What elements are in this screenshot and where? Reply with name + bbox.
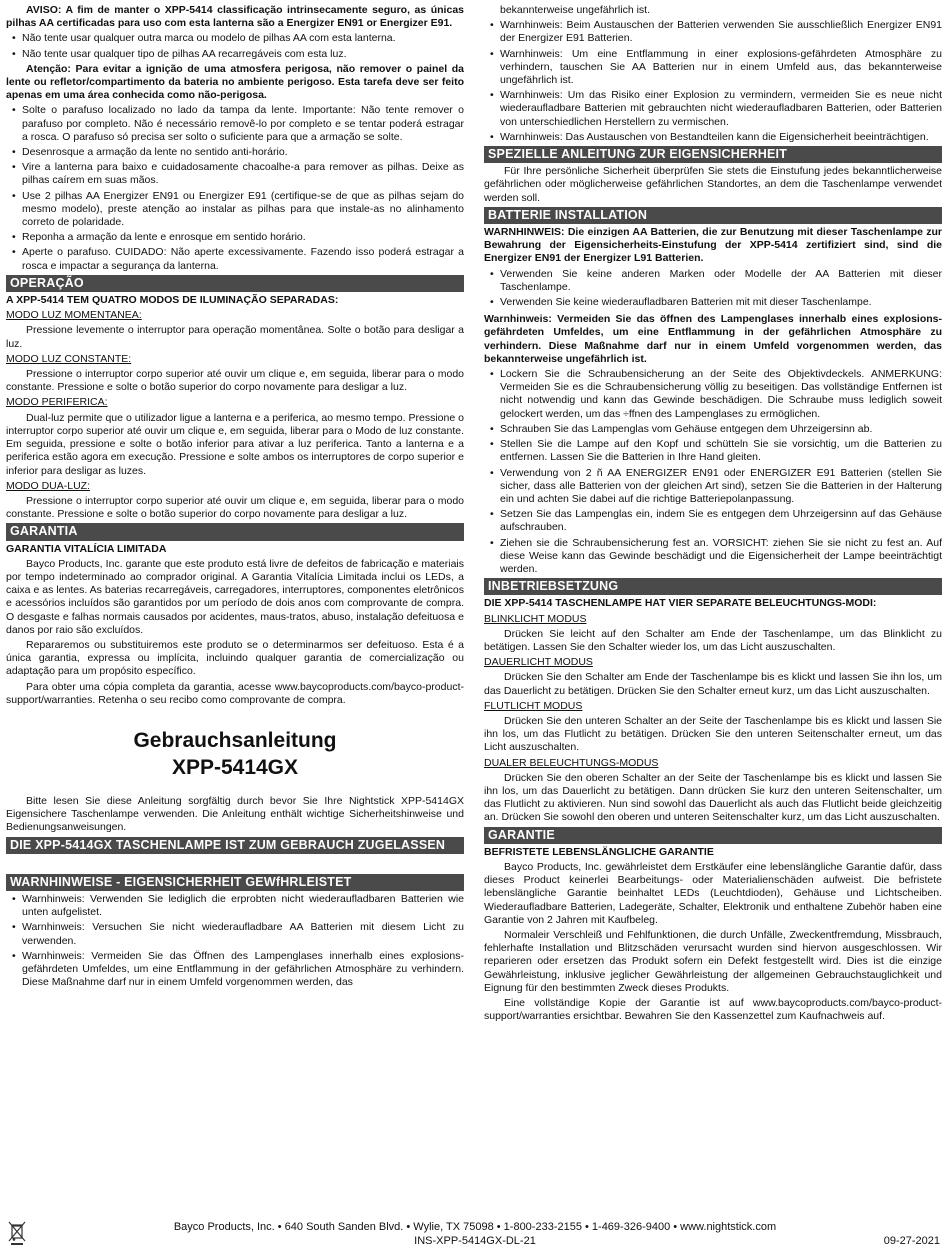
operacao-subtitle: A XPP-5414 TEM QUATRO MODOS DE ILUMINAÇÃO SEPARADAS: [6, 294, 339, 307]
list-item: • Aperte o parafuso. CUIDADO: Não aperte excessivamente. Fazendo isso poderá estragar a rosca e impactar a segurança da lanterna. [6, 246, 464, 272]
mode-text: Drücken Sie den Schalter am Ende der Taschenlampe bis es klickt und lassen Sie ihn los, um das Dauerlicht zu betätigen. Drücken Sie den Schalter erneut kurz, um das Licht auszuschalten. [484, 671, 942, 697]
garantia-paragraph: Bayco Products, Inc. garante que este produto está livre de defeitos de fabricação e materiais por tempo indeterminado ao comprador original. A Garantia Vitalícia Limitada inclui os LEDs, a caixa e as lentes. As baterias recarregáveis, carregadores, interruptores, componentes eletrônicos e acessórios incluídos são garantidos por um período de dois anos com comprovante de compra. O desgaste e falhas normais causados por acidentes, maus-tratos, abuso, instalação defeituosa e danos por raio são excluídos. [6, 557, 464, 636]
section-header-zugelassen: DIE XPP-5414GX TASCHENLAMPE IST ZUM GEBRAUCH ZUGELASSEN [6, 837, 464, 854]
mode-label: BLINKLICHT MODUS [484, 612, 587, 625]
section-header-garantia: GARANTIA [6, 523, 464, 540]
mode-text: Drücken Sie den oberen Schalter an der Seite der Taschenlampe bis es klickt und lassen Sie ihn los, um das Dauerlicht zu betätigen. Dann drücken Sie kurz den unteren Seitenschalter, um das Flutlicht zu aktivieren. Nun sind sowohl das Dauerlicht als auch das Flutlicht beide gleichzeitig an. Drücken Sie sowohl den oberen und unteren Seitenschalter kurz, um das Licht auszuschalten. [484, 771, 942, 824]
section-header-garantie: GARANTIE [484, 827, 942, 844]
garantie-subtitle: BEFRISTETE LEBENSLÄNGLICHE GARANTIE [484, 845, 714, 858]
right-column [484, 4, 942, 1025]
list-item: • Verwendung von 2 ñ AA ENERGIZER EN91 oder ENERGIZER E91 Batterien (stellen Sie sicher, dass alle Batterien von der gleichen Art sind), setzen Sie die Batterien in der Halterung ein und achten Sie dabei auf die richtige Batteriepolanpassung. [484, 467, 942, 507]
continued-text: bekannterweise ungefährlich ist. [500, 4, 651, 16]
mode-label: MODO PERIFERICA: [6, 396, 108, 409]
list-item: • Use 2 pilhas AA Energizer EN91 ou Energizer E91 (certifique-se de que as pilhas sejam do mesmo modelo), preste atenção ao instalar as pilhas para que instale-as no alinhamento correto de polaridade. [6, 190, 464, 230]
footer-date: 09-27-2021 [883, 1235, 940, 1247]
section-header-inbetriebsetzung: INBETRIEBSETZUNG [484, 578, 942, 595]
spezielle-paragraph: Für Ihre persönliche Sicherheit überprüfen Sie stets die Einstufung jedes bekanntlicherweise gefährlichen oder möglicherweise gefährlichen Standortes, an dem die Taschenlampe verwendet werden soll. [484, 165, 942, 204]
mode-label: FLUTLICHT MODUS [484, 699, 583, 712]
list-item: • Solte o parafuso localizado no lado da tampa da lente. Importante: Não tente remover o parafuso por completo. Não é necessário removê-lo por completo e se tentar poderá estragar a rosca. O parafuso só precisa ser solto o suficiente para que a armação se solte. [6, 104, 464, 144]
mode-label: DUALER BELEUCHTUNGS-MODUS [484, 756, 659, 769]
list-item: • Não tente usar qualquer tipo de pilhas AA recarregáveis com esta luz. [6, 48, 464, 61]
list-item: • Desenrosque a armação da lente no sentido anti-horário. [6, 146, 464, 159]
list-item: • Verwenden Sie keine wiederaufladbaren Batterien mit mit dieser Taschenlampe. [484, 296, 942, 309]
inbetrieb-subtitle: DIE XPP-5414 TASCHENLAMPE HAT VIER SEPARATE BELEUCHTUNGS-MODI: [484, 597, 877, 610]
section-header-operacao: OPERAÇÃO [6, 275, 464, 292]
list-item: • Warnhinweis: Vermeiden Sie das Öffnen des Lampenglases innerhalb eines explosions-gefährdeten Umfeldes, um eine Entflammung in der gefährlichen Atmosphäre zu verhindern. Diese Maßnahme darf nur in einem Umfeld vorgenommen werden, das [6, 950, 464, 990]
footer-address: Bayco Products, Inc. • 640 South Sanden Blvd. • Wylie, TX 75098 • 1-800-233-2155 • 1-469-326-9400 • www.nightstick.com [173, 1221, 777, 1233]
mode-text: Drücken Sie den unteren Schalter an der Seite der Taschenlampe bis es klickt und lassen Sie ihn los, um das Flutlicht zu betätigen. Drücken Sie den unteren Seitenschalter erneut, um das Licht auszuschalten. [484, 714, 942, 754]
document-title-line1: Gebrauchsanleitung [133, 728, 337, 752]
mode-label: DAUERLICHT MODUS [484, 656, 593, 669]
document-title-line2: XPP-5414GX [171, 755, 299, 779]
list-item: • Warnhinweis: Das Austauschen von Bestandteilen kann die Eigensicherheit beeinträchtigen. [484, 131, 942, 144]
garantie-paragraph: Eine vollständige Kopie der Garantie ist auf www.baycoproducts.com/bayco-product-support/warranties ersichtbar. Bewahren Sie den Kassenzettel zum Kaufnachweis auf. [484, 997, 942, 1023]
list-item: • Warnhinweis: Versuchen Sie nicht wiederaufladbare AA Batterien mit diesem Licht zu verwenden. [6, 921, 464, 947]
list-item: • Verwenden Sie keine anderen Marken oder Modelle der AA Batterien mit dieser Taschenlampe. [484, 268, 942, 294]
section-header-spezielle: SPEZIELLE ANLEITUNG ZUR EIGENSICHERHEIT [484, 146, 942, 163]
mode-text: Drücken Sie leicht auf den Schalter am Ende der Taschenlampe, um das Blinklicht zu betätigen. Lassen Sie den Schalter wieder los, um das Licht auszuschalten. [484, 627, 942, 653]
mode-label: MODO LUZ CONSTANTE: [6, 352, 132, 365]
warnhinweis-bold: Warnhinweis: Vermeiden Sie das öffnen des Lampenglases innerhalb eines explosions-gefährdeten Umfeldes, um eine Entflammung in der gefährlichen Atmosphäre zu verhindern. Diese Maßnahme darf nur in einem Umfeld vorgenommen werden, das bekannterweise ungefährlich ist. [484, 313, 942, 365]
list-item: • Schrauben Sie das Lampenglas vom Gehäuse entgegen dem Uhrzeigersinn ab. [484, 423, 942, 436]
list-item: • Reponha a armação da lente e enrosque em sentido horário. [6, 231, 464, 244]
garantie-paragraph: Normaleir Verschleiß und Fehlfunktionen, die durch Unfälle, Zweckentfremdung, Missbrauch, fehlerhafte Installation und Blitzschäden verursacht wurden sind hiervon ausgeschlossen. Wir reparieren oder ersetzen das Produkt sofern ein Defekt festgestellt wird. Dies ist die einzige Gewährleistung, inklusive jeglicher Gewährleistung der allgemeinen Gebrauchstauglichkeit und Eignung für den bestimmten Zweck dieses Produkts. [484, 929, 942, 994]
intro-paragraph: Bitte lesen Sie diese Anleitung sorgfältig durch bevor Sie Ihre Nightstick XPP-5414GX Eigensichere Taschenlampe verwenden. Die Anleitung enthält wichtige Sicherheitshinweise und Bedienungsanweisungen. [6, 794, 464, 834]
mode-text: Pressione o interruptor corpo superior até ouvir um clique e, em seguida, liberar para o modo constante. Pressione e solte o botão superior do corpo novamente para desligar a luz. [6, 368, 464, 394]
footer-doc-code: INS-XPP-5414GX-DL-21 [414, 1235, 536, 1247]
list-item: • Não tente usar qualquer outra marca ou modelo de pilhas AA com esta lanterna. [6, 32, 464, 45]
list-item: • Warnhinweis: Um das Risiko einer Explosion zu vermindern, vermeiden Sie es neue nicht wiederaufladbare Batterien mit gebrauchten nicht wiederaufladbaren Batterien, oder Batterien von unterschiedlichen Herstellern zu vermischen. [484, 89, 942, 129]
list-item: • Warnhinweis: Verwenden Sie lediglich die erprobten nicht wiederaufladbaren Batterien wie unten aufgelistet. [6, 893, 464, 919]
garantia-subtitle: GARANTIA VITALÍCIA LIMITADA [6, 542, 167, 555]
garantie-paragraph: Bayco Products, Inc. gewährleistet dem Erstkäufer eine lebenslängliche Garantie dafür, dass dieses Product keinerlei Bearbeitungs- oder Materialienschäden aufweist. Die befristete lebenslängliche Garantie beinhaltet LEDs (Leuchtdioden), Gehäuse und Lichtscheiben. Wiederaufladbare Batterien, Ladegeräte, Schalter, Elektronik und enthaltene Zubehör haben eine Garantie von 2 Jahren mit Kaufbeleg. [484, 860, 942, 926]
mode-text: Pressione o interruptor corpo superior até ouvir um clique e, em seguida, liberar para o modo constante. Pressione e solte o botão superior do corpo novamente para desligar a luz. [6, 494, 464, 521]
garantia-paragraph: Repararemos ou substituiremos este produto se o determinarmos ser defeituoso. Esta é a única garantia, expressa ou implícita, incluindo qualquer garantia de comercialização ou adaptação para um propósito específico. [6, 638, 464, 678]
list-item: • Warnhinweis: Beim Austauschen der Batterien verwenden Sie ausschließlich Energizer EN91 der Energizer E91 Batterien. [484, 19, 942, 45]
left-column [6, 4, 464, 991]
list-item: • Vire a lanterna para baixo e cuidadosamente chacoalhe-a para remover as pilhas. Deixe as pilhas caírem em suas mãos. [6, 161, 464, 187]
list-item: • Lockern Sie die Schraubensicherung an der Seite des Objektivdeckels. ANMERKUNG: Vermeiden Sie es die Schraubensicherung völlig zu beseitigen. Das vollständige Entfernen ist nicht notwendig und kann das Gewinde beschädigen. Die Schraube muss lediglich soweit gelockert werden, um das ÷ffnen des Lampenglases zu ermöglichen. [484, 368, 942, 421]
garantia-paragraph: Para obter uma cópia completa da garantia, acesse www.baycoproducts.com/bayco-product-support/warranties. Retenha o seu recibo como comprovante de compra. [6, 680, 464, 706]
mode-label: MODO LUZ MOMENTANEA: [6, 309, 142, 322]
mode-text: Pressione levemente o interruptor para operação momentânea. Solte o botão para desligar a luz. [6, 324, 464, 350]
batterie-warning: WARNHINWEIS: Die einzigen AA Batterien, die zur Benutzung mit dieser Taschenlampe zur Bewahrung der Eigensicherheits-Einstufung der XPP-5414 zertifiziert sind, sind die Energizer EN91 der Energizer L91 Batterien. [484, 226, 942, 265]
list-item: • Stellen Sie die Lampe auf den Kopf und schütteln Sie sie vorsichtig, um die Batterien zu entfernen. Lassen Sie die Batterien in Ihre Hand gleiten. [484, 438, 942, 464]
section-header-warnhinweise: WARNHINWEISE - EIGENSICHERHEIT GEWfHRLEISTET [6, 874, 464, 891]
document-title [6, 727, 464, 781]
list-item: • Warnhinweis: Um eine Entflammung in einer explosions-gefährdeten Atmosphäre zu verhindern, tauschen Sie AA Batterien nur in einem Umfeld aus, das bekannterweise ungefährlich ist. [484, 48, 942, 88]
section-header-batterie: BATTERIE INSTALLATION [484, 207, 942, 224]
mode-text: Dual-luz permite que o utilizador ligue a lanterna e a periferica, ao mesmo tempo. Pressione o interruptor corpo superior até ouvir um clique e, em seguida, liberar para o Modo de luz constante. Em seguida, pressione e solte o botão inferior para ativar a luz periferica. Tanto a lanterna e a periferica estão agora em execução. Pressione e solte ambos os interruptores de corpo superior e inferior para desligar as luzes. [6, 411, 464, 477]
list-item: • Ziehen sie die Schraubensicherung fest an. VORSICHT: ziehen Sie sie nicht zu fest an. Auf diese Weise kann das Gewinde beschädigt und die Eigensicherheit der Lampe beeinträchtigt werden. [484, 537, 942, 577]
atencao-warning: Atenção: Para evitar a ignição de uma atmosfera perigosa, não remover o painel da lente ou refletor/compartimento da bateria no ambiente perigoso. Esta tarefa deve ser feito apenas em uma área conhecida como não-perigosa. [6, 62, 464, 102]
aviso-warning: AVISO: A fim de manter o XPP-5414 classificação intrinsecamente seguro, as únicas pilhas AA certificadas para uso com esta lanterna são a Energizer EN91 or Energizer E91. [6, 4, 464, 30]
mode-label: MODO DUA-LUZ: [6, 479, 90, 492]
list-item: • Setzen Sie das Lampenglas ein, indem Sie es entgegen dem Uhrzeigersinn auf das Gehäuse aufschrauben. [484, 508, 942, 534]
